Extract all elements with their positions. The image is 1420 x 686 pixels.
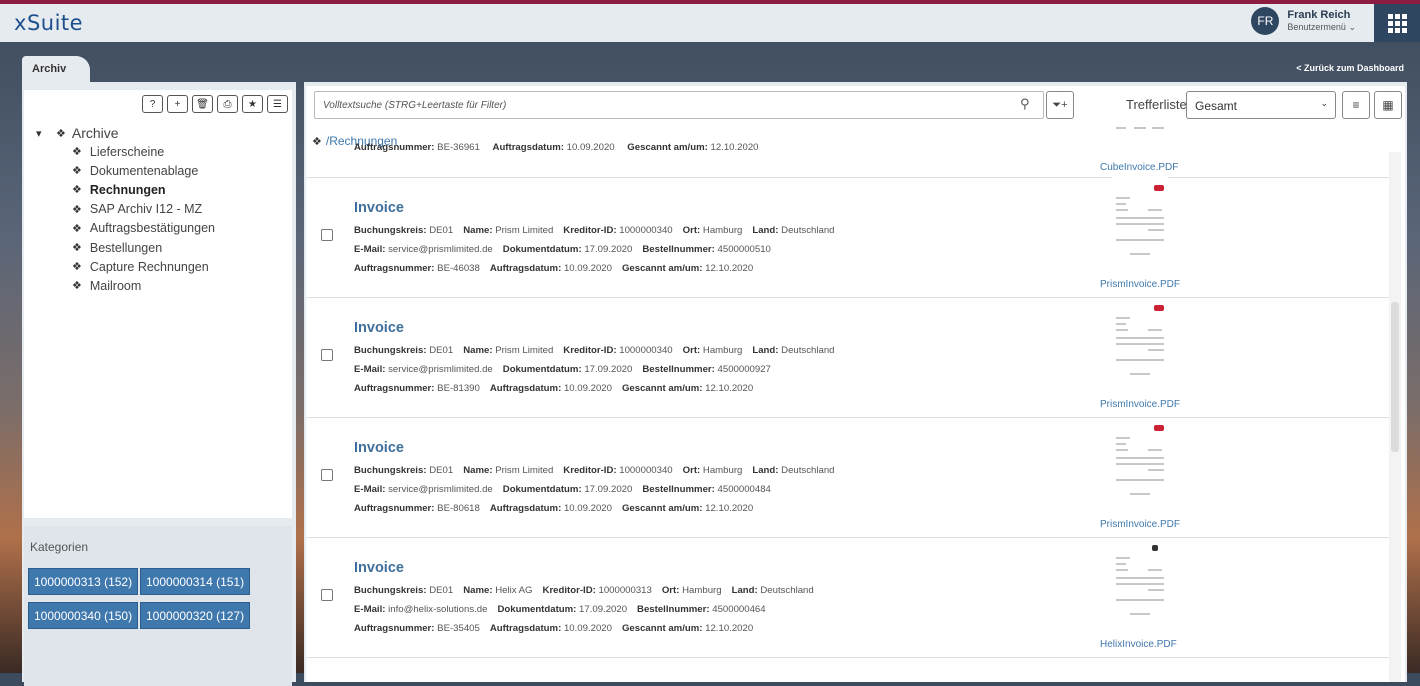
file-link[interactable]: PrismInvoice.PDF bbox=[1100, 519, 1181, 530]
scrollbar-thumb[interactable] bbox=[1391, 302, 1399, 452]
tree-item-label: SAP Archiv I12 - MZ bbox=[89, 202, 203, 217]
file-link[interactable]: CubeInvoice.PDF bbox=[1100, 162, 1179, 173]
category-chip[interactable]: 1000000320 (127) bbox=[140, 602, 250, 629]
category-chip[interactable]: 1000000314 (151) bbox=[140, 568, 250, 595]
row-checkbox[interactable] bbox=[321, 589, 333, 601]
tree-item-label: Lieferscheine bbox=[89, 144, 165, 159]
help-button[interactable] bbox=[142, 95, 163, 113]
row-title[interactable]: Invoice bbox=[354, 440, 404, 456]
chevron-down-icon: ⌄ bbox=[1320, 98, 1328, 108]
list-item[interactable] bbox=[306, 178, 1389, 298]
row-meta-line-2: E-Mail: service@prismlimited.de Dokumentdatum: 17.09.2020 Bestellnummer: 4500000484 bbox=[354, 484, 771, 495]
cube-icon: ❖ bbox=[72, 184, 82, 197]
trash-icon: 🗑 bbox=[196, 98, 209, 110]
archive-tree-panel bbox=[24, 90, 292, 518]
search-icon[interactable]: ⚲ bbox=[1020, 96, 1030, 111]
file-link[interactable]: PrismInvoice.PDF bbox=[1100, 399, 1181, 410]
tree-item[interactable] bbox=[36, 219, 215, 238]
tree-item[interactable] bbox=[36, 180, 215, 199]
user-menu[interactable] bbox=[1251, 7, 1356, 35]
help-icon: ? bbox=[149, 98, 156, 110]
results-panel bbox=[304, 82, 1407, 682]
list-item[interactable] bbox=[306, 58, 1389, 178]
tree-item-label: Mailroom bbox=[89, 278, 142, 293]
tree-item[interactable] bbox=[36, 200, 215, 219]
tree-item[interactable] bbox=[36, 161, 215, 180]
cube-icon: ❖ bbox=[72, 280, 82, 293]
row-checkbox[interactable] bbox=[321, 469, 333, 481]
breadcrumb-path: /Rechnungen bbox=[325, 134, 398, 148]
delete-button[interactable] bbox=[192, 95, 213, 113]
app-launcher-button[interactable] bbox=[1374, 4, 1420, 42]
tree-item[interactable] bbox=[36, 276, 215, 295]
category-chip[interactable]: 1000000313 (152) bbox=[28, 568, 138, 595]
star-icon: ★ bbox=[248, 98, 257, 110]
user-name: Frank Reich bbox=[1287, 9, 1351, 21]
list-item[interactable] bbox=[306, 538, 1389, 658]
row-meta-line-3: Auftragsnummer: BE-46038 Auftragsdatum: 10.09.2020 Gescannt am/um: 12.10.2020 bbox=[354, 263, 754, 274]
tree-item-label: Dokumentenablage bbox=[89, 163, 199, 178]
cube-icon: ❖ bbox=[72, 146, 82, 159]
row-meta-line-3: Auftragsnummer: BE-80618 Auftragsdatum: 10.09.2020 Gescannt am/um: 12.10.2020 bbox=[354, 503, 754, 514]
tree-root-label: Archive bbox=[71, 125, 119, 141]
sort-icon: ≡ bbox=[1352, 98, 1360, 112]
row-meta-line-1: Buchungskreis: DE01 Name: Prism Limited Kreditor-ID: 1000000340 Ort: Hamburg Land: Deutschland bbox=[354, 345, 835, 356]
logo-prefix: x bbox=[14, 11, 27, 35]
tree-item-label: Capture Rechnungen bbox=[89, 259, 209, 274]
categories-title: Kategorien bbox=[30, 540, 89, 554]
row-meta-line-3: Auftragsnummer: BE-35405 Auftragsdatum: 10.09.2020 Gescannt am/um: 12.10.2020 bbox=[354, 623, 754, 634]
chevron-down-icon[interactable]: ▾ bbox=[36, 127, 42, 140]
tree-item-label: Rechnungen bbox=[89, 182, 166, 197]
row-meta-line-2: E-Mail: info@helix-solutions.de Dokumentdatum: 17.09.2020 Bestellnummer: 4500000464 bbox=[354, 604, 766, 615]
row-title[interactable]: Invoice bbox=[354, 560, 404, 576]
results-content bbox=[306, 86, 1405, 682]
categories-panel bbox=[24, 526, 292, 686]
tree-toolbar bbox=[142, 95, 288, 113]
list-item[interactable] bbox=[306, 298, 1389, 418]
row-title[interactable]: Invoice bbox=[354, 200, 404, 216]
document-logo bbox=[1154, 185, 1164, 191]
print-icon: ⎙ bbox=[223, 98, 232, 110]
list-button[interactable] bbox=[267, 95, 288, 113]
tab-archiv[interactable]: Archiv bbox=[22, 56, 90, 84]
row-meta-line-3: Auftragsnummer: BE-81390 Auftragsdatum: 10.09.2020 Gescannt am/um: 12.10.2020 bbox=[354, 383, 754, 394]
plus-icon: + bbox=[174, 98, 181, 110]
left-panel bbox=[22, 82, 296, 682]
chevron-down-icon: ⌄ bbox=[1348, 22, 1356, 32]
document-thumbnail[interactable] bbox=[1112, 423, 1168, 499]
cube-icon: ❖ bbox=[72, 242, 82, 255]
avatar[interactable]: FR bbox=[1251, 7, 1279, 35]
filter-icon: ⏷+ bbox=[1052, 98, 1068, 111]
tree-item-label: Auftragsbestätigungen bbox=[89, 221, 215, 236]
cube-icon: ❖ bbox=[72, 203, 82, 216]
document-logo bbox=[1154, 425, 1164, 431]
row-meta-line-2: E-Mail: service@prismlimited.de Dokumentdatum: 17.09.2020 Bestellnummer: 4500000510 bbox=[354, 244, 771, 255]
search-input[interactable]: Volltextsuche (STRG+Leertaste für Filter) bbox=[314, 91, 1044, 119]
row-meta-line-1: Buchungskreis: DE01 Name: Prism Limited Kreditor-ID: 1000000340 Ort: Hamburg Land: Deutschland bbox=[354, 225, 835, 236]
app-header bbox=[0, 4, 1420, 42]
document-thumbnail[interactable] bbox=[1112, 543, 1168, 619]
archive-tree bbox=[36, 124, 215, 296]
row-title[interactable]: Invoice bbox=[354, 320, 404, 336]
logo-main: Suite bbox=[26, 11, 84, 35]
cube-icon: ❖ bbox=[312, 136, 322, 148]
table-icon: ▦ bbox=[1382, 98, 1394, 112]
tree-item[interactable] bbox=[36, 238, 215, 257]
grid-icon bbox=[1388, 14, 1407, 33]
back-to-dashboard-link[interactable]: < Zurück zum Dashboard bbox=[1296, 63, 1404, 73]
row-meta-line-2: E-Mail: service@prismlimited.de Dokumentdatum: 17.09.2020 Bestellnummer: 4500000927 bbox=[354, 364, 771, 375]
row-meta-line-1: Buchungskreis: DE01 Name: Helix AG Kreditor-ID: 1000000313 Ort: Hamburg Land: Deutschland bbox=[354, 585, 814, 596]
row-checkbox[interactable] bbox=[321, 229, 333, 241]
document-thumbnail[interactable] bbox=[1112, 303, 1168, 379]
results-list bbox=[306, 142, 1389, 682]
scrollbar[interactable] bbox=[1389, 152, 1401, 682]
document-logo bbox=[1154, 305, 1164, 311]
tree-item[interactable] bbox=[36, 142, 215, 161]
row-meta-line-1: Buchungskreis: DE01 Name: Prism Limited Kreditor-ID: 1000000340 Ort: Hamburg Land: Deutschland bbox=[354, 465, 835, 476]
list-item[interactable] bbox=[306, 418, 1389, 538]
cube-icon: ❖ bbox=[72, 222, 82, 235]
cube-icon: ❖ bbox=[72, 165, 82, 178]
add-button[interactable] bbox=[167, 95, 188, 113]
tree-item[interactable] bbox=[36, 257, 215, 276]
xsuite-logo[interactable] bbox=[14, 11, 83, 35]
cube-icon: ❖ bbox=[72, 261, 82, 274]
favorite-button[interactable] bbox=[242, 95, 263, 113]
tree-item-label: Bestellungen bbox=[89, 240, 163, 255]
user-menu-label[interactable]: Benutzermenü ⌄ bbox=[1287, 22, 1356, 32]
document-thumbnail[interactable] bbox=[1112, 183, 1168, 259]
row-checkbox[interactable] bbox=[321, 349, 333, 361]
row-meta-line-3: Auftragsnummer: BE-36961 Auftragsdatum: 10.09.2020 Gescannt am/um: 12.10.2020 bbox=[354, 142, 759, 153]
document-logo bbox=[1152, 545, 1158, 551]
file-link[interactable]: PrismInvoice.PDF bbox=[1100, 279, 1181, 290]
tree-root-archive[interactable] bbox=[36, 124, 215, 142]
cube-icon: ❖ bbox=[56, 127, 66, 140]
list-icon: ☰ bbox=[273, 98, 282, 110]
hits-list-label: Trefferliste bbox=[1126, 97, 1187, 112]
print-button[interactable] bbox=[217, 95, 238, 113]
category-chip[interactable]: 1000000340 (150) bbox=[28, 602, 138, 629]
hits-list-value: Gesamt bbox=[1195, 99, 1238, 113]
file-link[interactable]: HelixInvoice.PDF bbox=[1100, 639, 1177, 650]
